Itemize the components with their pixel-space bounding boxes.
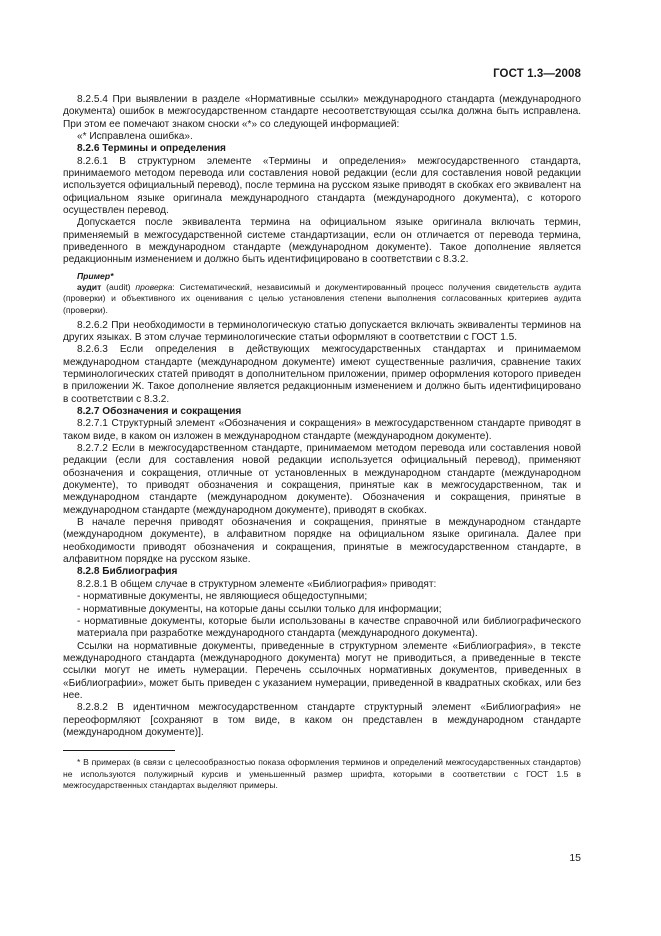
- document-header: ГОСТ 1.3—2008: [493, 68, 581, 80]
- section-heading-8-2-7: 8.2.7 Обозначения и сокращения: [77, 406, 242, 417]
- footnote-divider: [63, 750, 175, 751]
- section-heading-8-2-8: 8.2.8 Библиография: [77, 566, 178, 578]
- paragraph-8-2-8-1: 8.2.8.1 В общем случае в структурном элементе «Библиография» приводят:: [77, 578, 437, 590]
- paragraph-8-2-7-2-continued: В начале перечня приводят обозначения и сокращения, принятые в международном стандарте (международном документе), в алфавитном порядке на официальном языке оригинала. Далее при необходимости приводят обозначения и сокращения, принятые в межгосударственном стандарте, в алфавитном порядке на русском языке.: [63, 517, 581, 566]
- list-item: - нормативные документы, не являющиеся общедоступными;: [77, 591, 368, 603]
- paragraph-8-2-6-3: 8.2.6.3 Если определения в действующих межгосударственных стандартах и принимаемом международном стандарте (международном документе) имеют существенные различия, сравнение таких терминологических статей приводят в дополнительном приложении, пример оформления которого приведен в приложении Ж. Такое дополнение является редакционным изменением и должно быть идентифицировано в соответствии с 8.3.2.: [63, 344, 581, 405]
- example-term-en: (audit): [101, 281, 136, 292]
- paragraph-8-2-6-1: 8.2.6.1 В структурном элементе «Термины и определения» межгосударственного стандарта, принимаемого методом перевода или составления новой редакции (если для составления новой редакции используется официальный перевод), после термина на русском языке приводят в скобках его эквивалент на официальном языке оригинала международного стандарта (международного документа), с которого осуществлен перевод.: [63, 155, 581, 217]
- list-item: - нормативные документы, на которые даны ссылки только для информации;: [77, 603, 442, 615]
- paragraph-8-2-6-1-continued: Допускается после эквивалента термина на официальном языке оригинала включать термин, применяемый в межгосударственной системе стандартизации, если он отличается от перевода термина, приведенного в международном стандарте (международном документе). Такое дополнение является редакционным изменением и должно быть идентифицировано в соответствии с 8.3.2.: [63, 217, 581, 266]
- page-number: 15: [569, 852, 581, 864]
- example-term: аудит: [77, 281, 102, 292]
- footnote: * В примерах (в связи с целесообразностью показа оформления терминов и определений межгосударственных стандартов) не используются полужирный курсив и уменьшенный размер шрифта, которыми в соответствии с ГОСТ 1.5 в межгосударственных стандартах выделяют примеры.: [63, 757, 581, 791]
- paragraph-8-2-7-1: 8.2.7.1 Структурный элемент «Обозначения и сокращения» в межгосударственном стандарте приводят в таком виде, в каком он изложен в международном стандарте (международном документе).: [63, 418, 581, 442]
- correction-note: «* Исправлена ошибка».: [77, 131, 193, 143]
- paragraph-8-2-5-4: 8.2.5.4 При выявлении в разделе «Нормативные ссылки» международного стандарта (международного документа) ошибок в межгосударственном стандарте несоответствующая ссылка должна быть исправлена. При этом ее помечают знаком сноски «*» со следующей информацией:: [63, 94, 581, 130]
- example-entry: [63, 282, 581, 317]
- paragraph-8-2-8-1-continued: Ссылки на нормативные документы, приведенные в структурном элементе «Библиография», в тексте международного стандарта (международного документа) могут не приводиться, а приведенные в тексте ссылки могут не иметь нумерации. Перечень ссылочных нормативных документов, приведенных в «Библиографии», может быть приведен с указанием нумерации, приведенной в квадратных скобках, или без нее.: [63, 640, 581, 701]
- example-term-ru: проверка: [135, 281, 173, 292]
- example-definition: : Систематический, независимый и документированный процесс получения свидетельств аудита (проверки) и объективного их оценивания с целью установления степени выполнения согласованных критериев аудита (проверки).: [63, 281, 581, 315]
- section-heading-8-2-6: 8.2.6 Термины и определения: [77, 143, 226, 155]
- paragraph-8-2-8-2: 8.2.8.2 В идентичном межгосударственном стандарте структурный элемент «Библиография» не переоформляют [сохраняют в том виде, в каком он представлен в международном стандарте (международном документе)].: [63, 702, 581, 738]
- paragraph-8-2-7-2: 8.2.7.2 Если в межгосударственном стандарте, принимаемом методом перевода или составления новой редакции (если для составления новой редакции используется официальный перевод), применяют обозначения и сокращения, отличные от установленных в международном стандарте (международном документе), то приводят обозначения и сокращения, принятые как в межгосударственном, так и международном стандарте (международном документе). Обозначения и сокращения, принятые в международном стандарте (международном документе), приводят в скобках.: [63, 443, 581, 516]
- paragraph-8-2-6-2: 8.2.6.2 При необходимости в терминологическую статью допускается включать эквиваленты терминов на других языках. В этом случае терминологические статьи оформляют в соответствии с ГОСТ 1.5.: [63, 319, 581, 343]
- example-title: Пример*: [77, 270, 114, 281]
- page-content: [63, 94, 581, 792]
- list-item: - нормативные документы, которые были использованы в качестве справочной или библиографического материала при разработке международного стандарта (международного документа).: [77, 615, 581, 640]
